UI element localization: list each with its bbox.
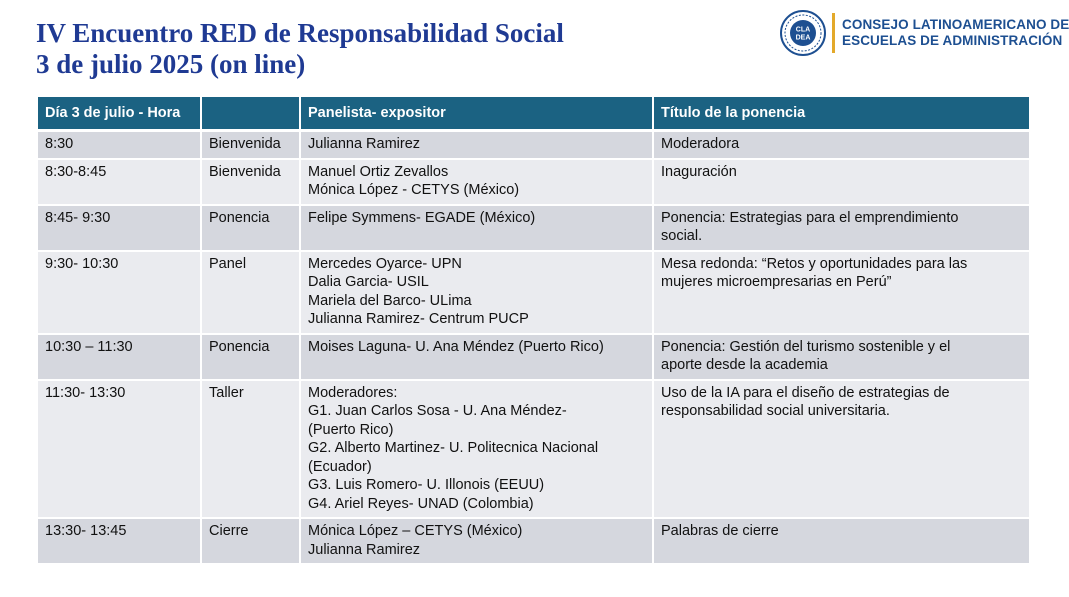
talk-title-line: aporte desde la academia [661,357,828,373]
panelist-line: Manuel Ortiz Zevallos [308,163,449,180]
talk-title-line: Inaguración [661,163,737,180]
panelist-line: G3. Luis Romero- U. Illonois (EEUU) [308,477,545,493]
cell-time: 9:30- 10:30 [38,251,201,334]
panelist-line: G4. Ariel Reyes- UNAD (Colombia) [308,495,534,512]
cell-panelists [300,334,653,380]
table-header-row [38,97,1029,131]
table-row [38,334,1029,380]
cell-talk-title [653,518,1029,563]
cell-panelists [300,131,653,159]
cell-talk-title [653,251,1029,334]
panelist-line: G2. Alberto Martinez- U. Politecnica Nacional [308,440,599,456]
title-line-2: 3 de julio 2025 (on line) [36,49,306,79]
talk-title-line: Ponencia: Estrategias para el emprendimiento [661,209,959,226]
panelist-line: Mercedes Oyarce- UPN [308,255,462,272]
cell-panelists [300,205,653,251]
talk-title-line: Palabras de cierre [661,523,779,539]
cell-time: 10:30 – 11:30 [38,334,201,380]
panelist-line: Mónica López – CETYS (México) [308,523,523,539]
cell-type: Cierre [201,518,300,563]
logo-line-1: CONSEJO LATINOAMERICANO DE [842,17,1069,32]
header-panelists: Panelista- expositor [300,97,653,131]
panelist-line: Mónica López - CETYS (México) [308,182,520,198]
panelist-line: Julianna Ramirez [308,541,421,558]
panelist-line: Moises Laguna- U. Ana Méndez (Puerto Rico) [308,338,604,355]
panelist-line: Julianna Ramirez- Centrum PUCP [308,311,529,327]
table-row [38,131,1029,159]
logo-text [842,17,1069,49]
table-row [38,205,1029,251]
cell-panelists [300,251,653,334]
cell-talk-title [653,131,1029,159]
header-type [201,97,300,131]
cell-time: 8:30-8:45 [38,159,201,205]
cell-talk-title [653,205,1029,251]
talk-title-line: Moderadora [661,136,740,152]
agenda-body [38,131,1029,564]
cell-type: Taller [201,380,300,519]
svg-text:DEA: DEA [795,34,811,42]
panelist-line: Felipe Symmens- EGADE (México) [308,209,536,226]
header-talk-title: Título de la ponencia [653,97,1029,131]
panelist-line: (Ecuador) [308,458,372,475]
talk-title-line: Mesa redonda: “Retos y oportunidades para las [661,255,968,272]
table-row [38,380,1029,519]
panelist-line: Mariela del Barco- ULima [308,292,472,309]
logo-line-2: ESCUELAS DE ADMINISTRACIÓN [842,33,1063,48]
table-row [38,159,1029,205]
cell-type: Ponencia [201,205,300,251]
cell-talk-title [653,380,1029,519]
talk-title-line: social. [661,228,703,244]
page-title [36,18,564,80]
talk-title-line: Ponencia: Gestión del turismo sostenible y el [661,338,951,355]
cell-talk-title [653,334,1029,380]
header-time: Día 3 de julio - Hora [38,97,201,131]
cell-type: Bienvenida [201,159,300,205]
cell-type: Ponencia [201,334,300,380]
cell-time: 11:30- 13:30 [38,380,201,519]
cell-type: Bienvenida [201,131,300,159]
logo-divider [832,13,835,53]
cell-panelists [300,380,653,519]
panelist-line: Moderadores: [308,384,398,401]
cell-time: 13:30- 13:45 [38,518,201,563]
cell-type: Panel [201,251,300,334]
table-row [38,251,1029,334]
cell-time: 8:45- 9:30 [38,205,201,251]
talk-title-line: mujeres microempresarias en Perú” [661,274,892,290]
cell-panelists [300,159,653,205]
cell-talk-title [653,159,1029,205]
title-line-1: IV Encuentro RED de Responsabilidad Social [36,18,564,48]
agenda-table [38,97,1029,563]
clade-logo [780,10,1069,56]
clade-seal-icon [780,10,826,56]
panelist-line: Dalia Garcia- USIL [308,274,429,290]
panelist-line: Julianna Ramirez [308,136,421,152]
panelist-line: (Puerto Rico) [308,421,394,438]
svg-text:CLA: CLA [795,26,811,34]
talk-title-line: responsabilidad social universitaria. [661,403,890,419]
table-row [38,518,1029,563]
cell-panelists [300,518,653,563]
cell-time: 8:30 [38,131,201,159]
panelist-line: G1. Juan Carlos Sosa - U. Ana Méndez- [308,403,567,419]
talk-title-line: Uso de la IA para el diseño de estrategias de [661,384,950,401]
